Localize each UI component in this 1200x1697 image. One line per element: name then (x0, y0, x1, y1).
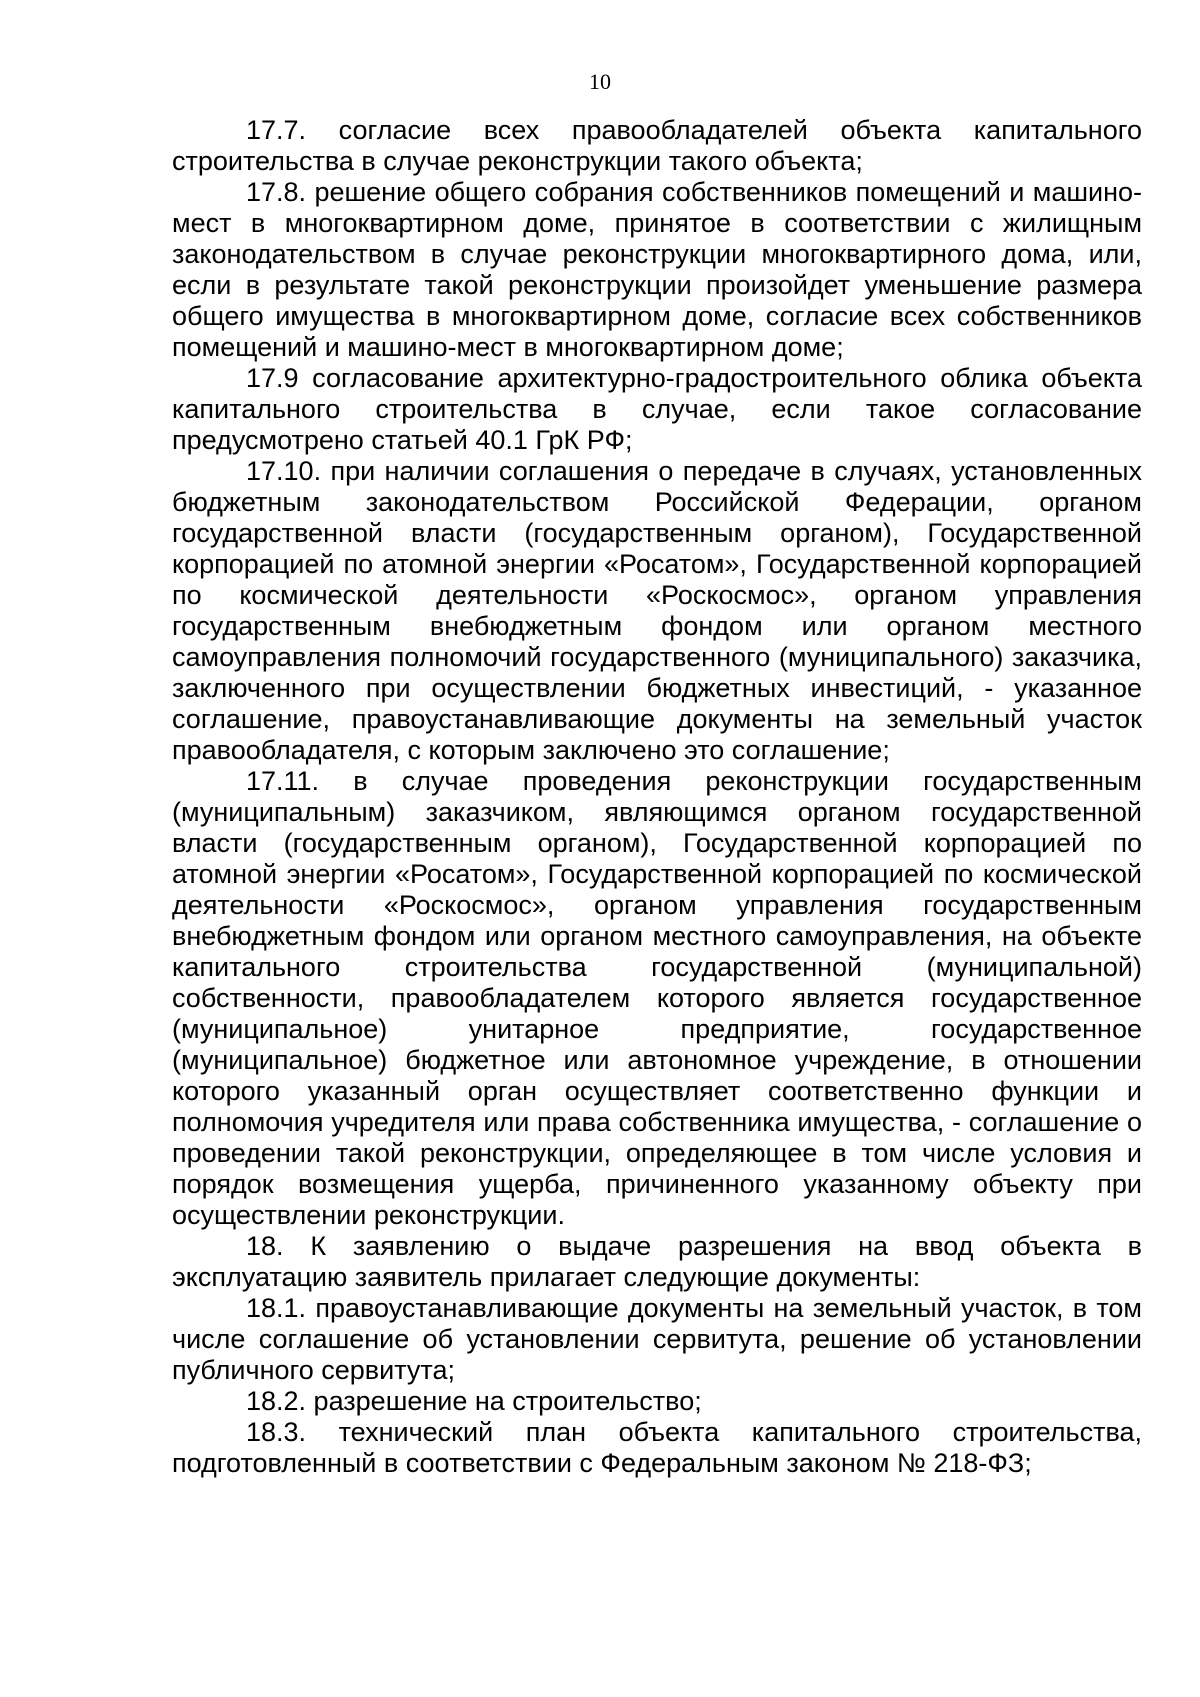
paragraph-18-2: 18.2. разрешение на строительство; (246, 1386, 702, 1416)
paragraph-17-8: 17.8. решение общего собрания собственников помещений и машино-мест в многоквартирном доме, принятое в соответствии с жилищным законодательством в случае реконструкции многоквартирного дома, или, если в результате такой реконструкции произойдет уменьшение размера общего имущества в многоквартирном доме, согласие всех собственников помещений и машино-мест в многоквартирном доме; (172, 177, 1142, 362)
paragraph-18: 18. К заявлению о выдаче разрешения на ввод объекта в эксплуатацию заявитель прилагает следующие документы: (172, 1231, 1142, 1292)
document-body (172, 115, 1142, 1479)
page-number: 10 (589, 69, 611, 94)
paragraph-17-11: 17.11. в случае проведения реконструкции государственным (муниципальным) заказчиком, являющимся органом государственной власти (государственным органом), Государственной корпорацией по атомной энергии «Росатом», Государственной корпорацией по космической деятельности «Роскосмос», органом управления государственным внебюджетным фондом или органом местного самоуправления, на объекте капитального строительства государственной (муниципальной) собственности, правообладателем которого является государственное (муниципальное) унитарное предприятие, государственное (муниципальное) бюджетное или автономное учреждение, в отношении которого указанный орган осуществляет соответственно функции и полномочия учредителя или права собственника имущества, - соглашение о проведении такой реконструкции, определяющее в том числе условия и порядок возмещения ущерба, причиненного указанному объекту при осуществлении реконструкции. (172, 766, 1142, 1230)
paragraph-18-1: 18.1. правоустанавливающие документы на земельный участок, в том числе соглашение об установлении сервитута, решение об установлении публичного сервитута; (172, 1293, 1142, 1385)
paragraph-17-7: 17.7. согласие всех правообладателей объекта капитального строительства в случае реконструкции такого объекта; (172, 115, 1142, 176)
paragraph-17-9: 17.9 согласование архитектурно-градостроительного облика объекта капитального строительства в случае, если такое согласование предусмотрено статьей 40.1 ГрК РФ; (172, 363, 1142, 455)
paragraph-18-3: 18.3. технический план объекта капитального строительства, подготовленный в соответствии с Федеральным законом № 218-ФЗ; (172, 1417, 1142, 1478)
paragraph-17-10: 17.10. при наличии соглашения о передаче в случаях, установленных бюджетным законодательством Российской Федерации, органом государственной власти (государственным органом), Государственной корпорацией по атомной энергии «Росатом», Государственной корпорацией по космической деятельности «Роскосмос», органом управления государственным внебюджетным фондом или органом местного самоуправления полномочий государственного (муниципального) заказчика, заключенного при осуществлении бюджетных инвестиций, - указанное соглашение, правоустанавливающие документы на земельный участок правообладателя, с которым заключено это соглашение; (172, 456, 1142, 765)
